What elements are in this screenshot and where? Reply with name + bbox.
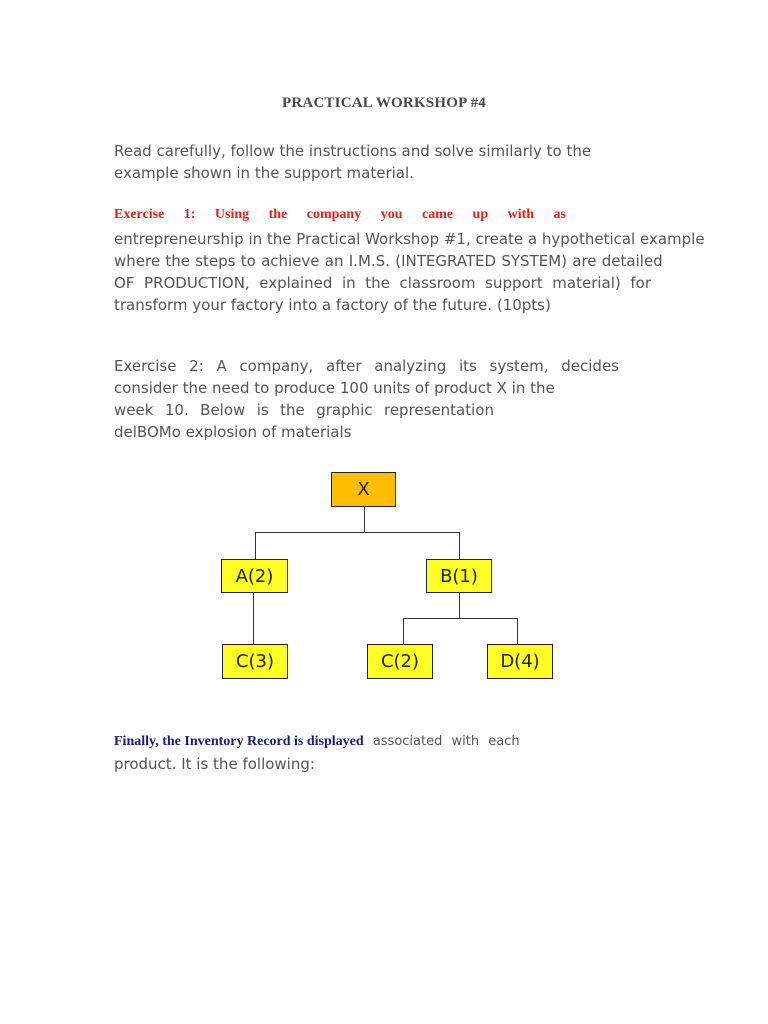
intro-paragraph: [114, 140, 591, 184]
exercise1-heading: Exercise 1: Using the company you came up with as: [114, 207, 566, 222]
bom-node-a: A(2): [221, 559, 288, 593]
exercise2-line: delBOMo explosion of materials: [114, 423, 352, 441]
exercise2-paragraph: [114, 355, 619, 443]
final-tail: associated with each: [363, 734, 520, 749]
bom-connector: [253, 593, 254, 644]
bom-node-c2: C(2): [367, 644, 433, 679]
bom-connector: [517, 618, 518, 644]
bom-connector: [403, 618, 518, 619]
final-paragraph: [114, 729, 520, 775]
bom-connector: [459, 593, 460, 618]
exercise2-line: Exercise 2: A company, after analyzing its system, decides: [114, 357, 619, 375]
intro-line: example shown in the support material.: [114, 164, 414, 182]
intro-line: Read carefully, follow the instructions and solve similarly to the: [114, 142, 592, 160]
bom-connector: [364, 507, 365, 532]
exercise1-line: entrepreneurship in the Practical Workshop #1, create a hypothetical example: [114, 230, 705, 248]
bom-node-c3: C(3): [222, 644, 288, 679]
bom-node-b: B(1): [426, 559, 492, 593]
exercise2-line: consider the need to produce 100 units of product X in the: [114, 379, 555, 397]
bom-connector: [403, 618, 404, 644]
bom-node-d4: D(4): [487, 644, 553, 679]
final-line-2: product. It is the following:: [114, 755, 315, 773]
exercise2-line: week 10. Below is the graphic representation: [114, 401, 494, 419]
exercise1-line: OF PRODUCTION, explained in the classroom support material) for: [114, 274, 651, 292]
bom-node-x: X: [331, 472, 396, 507]
page-title: PRACTICAL WORKSHOP #4: [282, 95, 486, 111]
exercise1-body: [114, 228, 705, 316]
final-heading: Finally, the Inventory Record is displayed: [114, 734, 364, 749]
exercise1-line: transform your factory into a factory of the future. (10pts): [114, 296, 551, 314]
bom-connector: [255, 532, 460, 533]
bom-connector: [459, 532, 460, 559]
exercise1-line: where the steps to achieve an I.M.S. (INTEGRATED SYSTEM) are detailed: [114, 252, 663, 270]
final-line: [114, 729, 520, 753]
bom-connector: [255, 532, 256, 559]
